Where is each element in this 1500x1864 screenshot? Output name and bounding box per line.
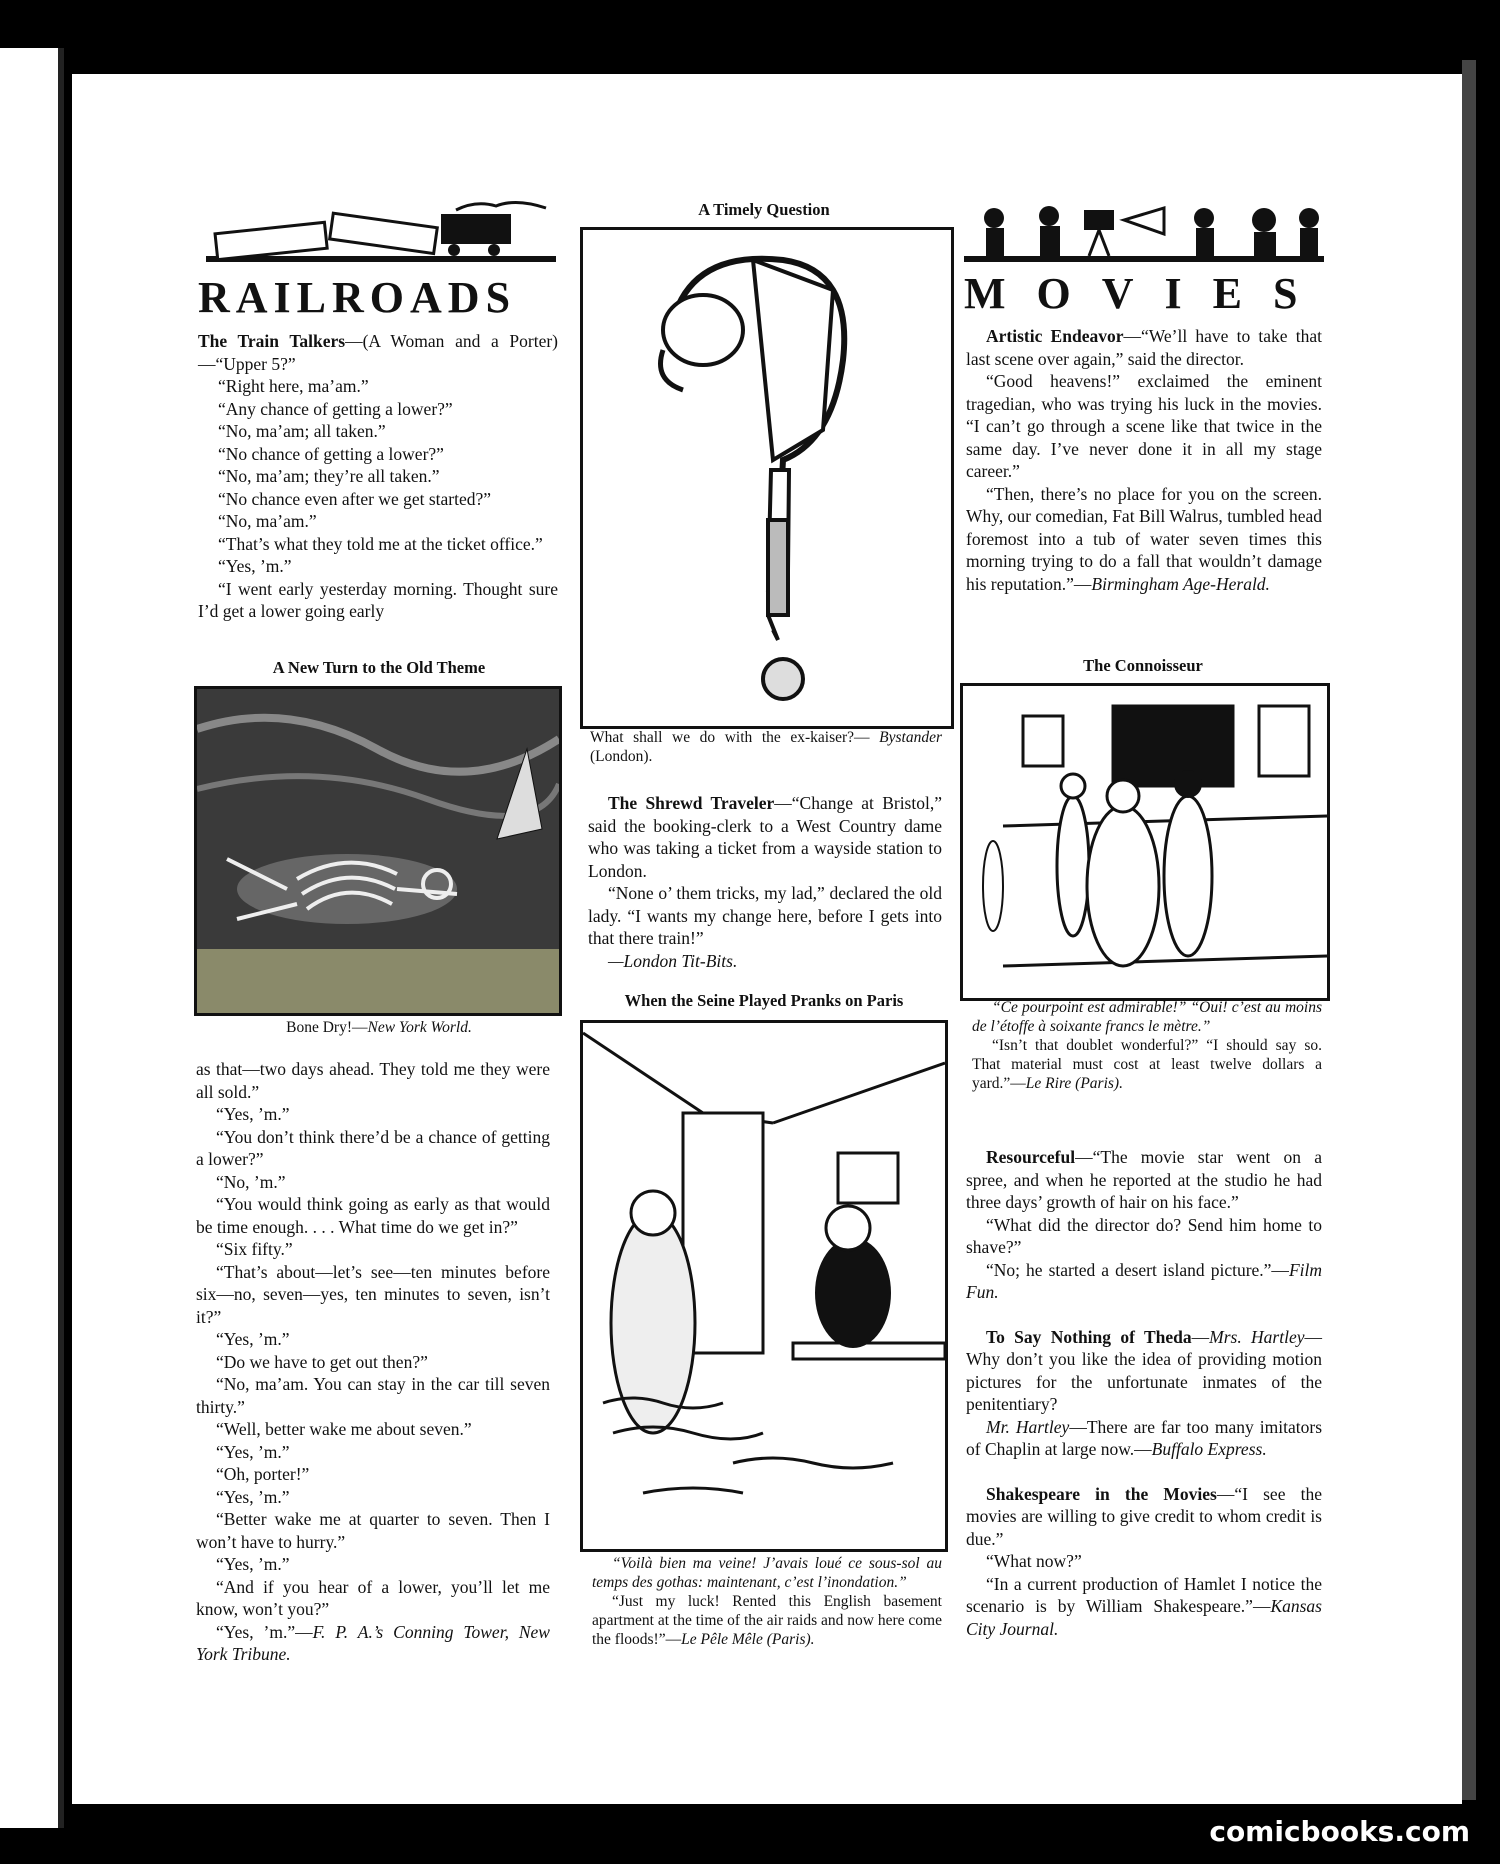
caption-source: Bystander bbox=[879, 729, 942, 746]
connoisseur-caption bbox=[972, 998, 1322, 1093]
story-text: “Good heavens!” exclaimed the eminent tragedian, who was trying his luck in the movies. “I can’t go through a scene like that twice in the same day. I’ve never done it in all my stage career.” bbox=[966, 371, 1322, 481]
dialogue-line: “Better wake me at quarter to seven. Then I won’t have to hurry.” bbox=[196, 1509, 550, 1552]
speaker: Mrs. Hartley bbox=[1209, 1326, 1305, 1347]
dialogue-line: “No, ma’am.” bbox=[218, 511, 317, 531]
dialogue-line: “That’s what they told me at the ticket office.” bbox=[218, 533, 543, 554]
dialogue-line: “Right here, ma’am.” bbox=[218, 376, 369, 396]
caption-english: “Just my luck! Rented this English basement apartment at the time of the air raids and now here come the floods!”— bbox=[592, 1593, 942, 1648]
story-text: “What now?” bbox=[986, 1551, 1082, 1571]
connoisseur-title: The Connoisseur bbox=[1083, 656, 1203, 675]
flooded-basement-illustration bbox=[583, 1023, 945, 1549]
art-gallery-illustration bbox=[963, 686, 1327, 998]
timely-question-caption bbox=[590, 728, 942, 766]
caption-main: Bone Dry!— bbox=[286, 1019, 368, 1036]
right-column-stories: Resourceful—“The movie star went on a spree, and when he reported at the studio he had three days’ growth of hair on his face.” “What did the director do? Send him home to shave?” “No; he started a desert island picture.”—Film Fun. To Say Nothing of Theda—Mrs. Hartley—Why don’t you like the idea of providing motion pictures for the unfortunate inmates of the penitentiary? Mr. Hartley—There are far too many imitators of Chaplin at large now.—Buffalo Express. Shakespeare in the Movies—“I see the movies are willing to give credit to whom credit is due.” “What now?” “In a current production of Hamlet I notice the scenario is by William Shakespeare.”—Kansas City Journal. bbox=[966, 1147, 1322, 1639]
caption-french: “Ce pourpoint est admirable!” “Oui! c’est au moins de l’étoffe à soixante francs le mètre.” bbox=[972, 999, 1322, 1035]
timely-question-cartoon bbox=[580, 227, 954, 729]
shrewd-traveler-title: The Shrewd Traveler bbox=[608, 793, 775, 813]
seine-pranks-title: When the Seine Played Pranks on Paris bbox=[624, 991, 904, 1010]
railroads-header: RAILROADS bbox=[198, 273, 517, 322]
caption-source: Le Rire (Paris). bbox=[1025, 1075, 1123, 1092]
story-text: —“The movie star went on a spree, and when he reported at the studio he had three days’ growth of hair on his face.” bbox=[966, 1147, 1322, 1212]
artistic-endeavor-title: Artistic Endeavor bbox=[986, 326, 1124, 346]
movies-header-art bbox=[964, 200, 1324, 266]
right-page-edge bbox=[1462, 60, 1476, 1800]
seine-flood-cartoon bbox=[580, 1020, 948, 1552]
story-text: —“Change at Bristol,” said the booking-clerk to a West Country dame who was taking a ticket from a wayside station to London. bbox=[588, 793, 942, 881]
dialogue-line: “Yes, ’m.” bbox=[216, 1554, 290, 1574]
story-source: —London Tit-Bits. bbox=[608, 950, 738, 971]
story-text: “Then, there’s no place for you on the screen. Why, our comedian, Fat Bill Walrus, tumbled head foremost into a tub of water seven times this morning trying to do a fall that wouldn’t damage his reputation.”— bbox=[966, 483, 1322, 594]
railroads-header-art bbox=[196, 200, 566, 270]
dialogue-line: “No, ma’am; all taken.” bbox=[218, 421, 386, 441]
story-text: —“We’ll have to take that last scene over again,” said the director. bbox=[966, 326, 1322, 369]
gutter bbox=[58, 48, 64, 1828]
dialogue-line: “Oh, porter!” bbox=[216, 1464, 310, 1484]
bone-dry-caption bbox=[196, 1018, 562, 1037]
theda-title: To Say Nothing of Theda bbox=[986, 1326, 1192, 1347]
resourceful-title: Resourceful bbox=[986, 1147, 1076, 1167]
speaker: Mr. Hartley bbox=[986, 1416, 1070, 1437]
story-text: “No; he started a desert island picture.”— bbox=[986, 1259, 1289, 1280]
left-column-bottom bbox=[196, 1058, 550, 1666]
caption-french: “Voilà bien ma veine! J’avais loué ce sous-sol au temps des gothas: maintenant, c’est l’inondation.” bbox=[592, 1555, 942, 1591]
story-text: “What did the director do? Send him home to shave?” bbox=[966, 1214, 1322, 1257]
story-end: “Yes, ’m.”— bbox=[216, 1621, 313, 1642]
dialogue-line: “Yes, ’m.” bbox=[216, 1441, 290, 1462]
train-talkers-title: The Train Talkers bbox=[198, 331, 346, 351]
dialogue-line: “You don’t think there’d be a chance of getting a lower?” bbox=[196, 1126, 550, 1169]
dialogue-line: “Yes, ’m.” bbox=[216, 1329, 290, 1349]
shrewd-traveler-story bbox=[588, 792, 942, 972]
dialogue-line: “Yes, ’m.” bbox=[218, 556, 292, 576]
dialogue-line: “No, ’m.” bbox=[216, 1171, 286, 1192]
left-column-top bbox=[198, 330, 558, 623]
story-source: Kansas City Journal. bbox=[966, 1596, 1322, 1639]
connoisseur-cartoon bbox=[960, 683, 1330, 1001]
dialogue-line: “That’s about—let’s see—ten minutes before six—no, seven—yes, ten minutes to seven, isn’t it?” bbox=[196, 1261, 550, 1327]
dialogue-line: “You would think going as early as that would be time enough. . . . What time do we get in?” bbox=[196, 1194, 550, 1237]
dialogue-line: “Yes, ’m.” bbox=[216, 1486, 290, 1507]
story-text: —“I see the movies are willing to give credit to whom credit is due.” bbox=[966, 1483, 1322, 1549]
dialogue-line: “No, ma’am; they’re all taken.” bbox=[218, 466, 440, 486]
dialogue-line: “No chance even after we get started?” bbox=[218, 488, 492, 509]
train-talkers-lead: —(A Woman and a Porter)—“Upper 5?” bbox=[198, 331, 559, 374]
story-source: Birmingham Age-Herald. bbox=[1091, 573, 1270, 594]
story-text: “In a current production of Hamlet I notice the scenario is by William Shakespeare.”— bbox=[966, 1573, 1322, 1616]
caption-text: What shall we do with the ex-kaiser?— bbox=[590, 729, 870, 746]
story-source: Buffalo Express. bbox=[1151, 1439, 1267, 1459]
timely-question-title: A Timely Question bbox=[698, 200, 830, 219]
story-text: —Why don’t you like the idea of providing motion pictures for the unfortunate inmates of the penitentiary? bbox=[966, 1326, 1322, 1414]
bone-dry-cartoon bbox=[194, 686, 562, 1016]
dialogue-line: “Any chance of getting a lower?” bbox=[218, 398, 453, 419]
dialogue-line: “Yes, ’m.” bbox=[216, 1104, 290, 1124]
dialogue-line: “Well, better wake me about seven.” bbox=[216, 1419, 472, 1439]
new-turn-title: A New Turn to the Old Theme bbox=[272, 658, 486, 677]
watermark: comicbooks.com bbox=[1209, 1815, 1470, 1848]
seine-caption bbox=[592, 1554, 942, 1649]
dialogue-line: “No, ma’am. You can stay in the car till seven thirty.” bbox=[196, 1374, 550, 1417]
movies-header: MOVIES bbox=[964, 269, 1329, 318]
story-source: Film Fun. bbox=[966, 1259, 1322, 1302]
story-text: “None o’ them tricks, my lad,” declared the old lady. “I wants my change here, before I gets into that there train!” bbox=[588, 883, 942, 948]
caption-place: (London). bbox=[590, 748, 653, 765]
film-crew-illustration bbox=[964, 200, 1324, 266]
shakespeare-title: Shakespeare in the Movies bbox=[986, 1483, 1217, 1504]
train-illustration bbox=[196, 200, 566, 270]
story-text: —There are far too many imitators of Chaplin at large now.— bbox=[966, 1416, 1322, 1459]
dialogue-line: “And if you hear of a lower, you’ll let me know, won’t you?” bbox=[196, 1576, 550, 1619]
skeleton-illustration bbox=[197, 689, 559, 1013]
artistic-endeavor-story bbox=[966, 325, 1322, 595]
dialogue-line: “I went early yesterday morning. Thought sure I’d get a lower going early bbox=[198, 578, 558, 621]
caption-source: New York World. bbox=[367, 1019, 472, 1036]
left-page-edge bbox=[0, 48, 58, 1828]
dialogue-line: “Do we have to get out then?” bbox=[216, 1351, 428, 1372]
dialogue-line: “No chance of getting a lower?” bbox=[218, 443, 444, 464]
caption-source: Le Pêle Mêle (Paris). bbox=[681, 1631, 815, 1648]
caption-english: “Isn’t that doublet wonderful?” “I should say so. That material must cost at least twelve dollars a yard.”— bbox=[972, 1037, 1322, 1092]
question-mark-kaiser-illustration bbox=[583, 230, 951, 726]
continued-text: as that—two days ahead. They told me they were all sold.” bbox=[196, 1059, 550, 1102]
story-source: F. P. A.’s Conning Tower, New York Tribune. bbox=[196, 1621, 550, 1664]
dialogue-line: “Six fifty.” bbox=[216, 1239, 293, 1259]
